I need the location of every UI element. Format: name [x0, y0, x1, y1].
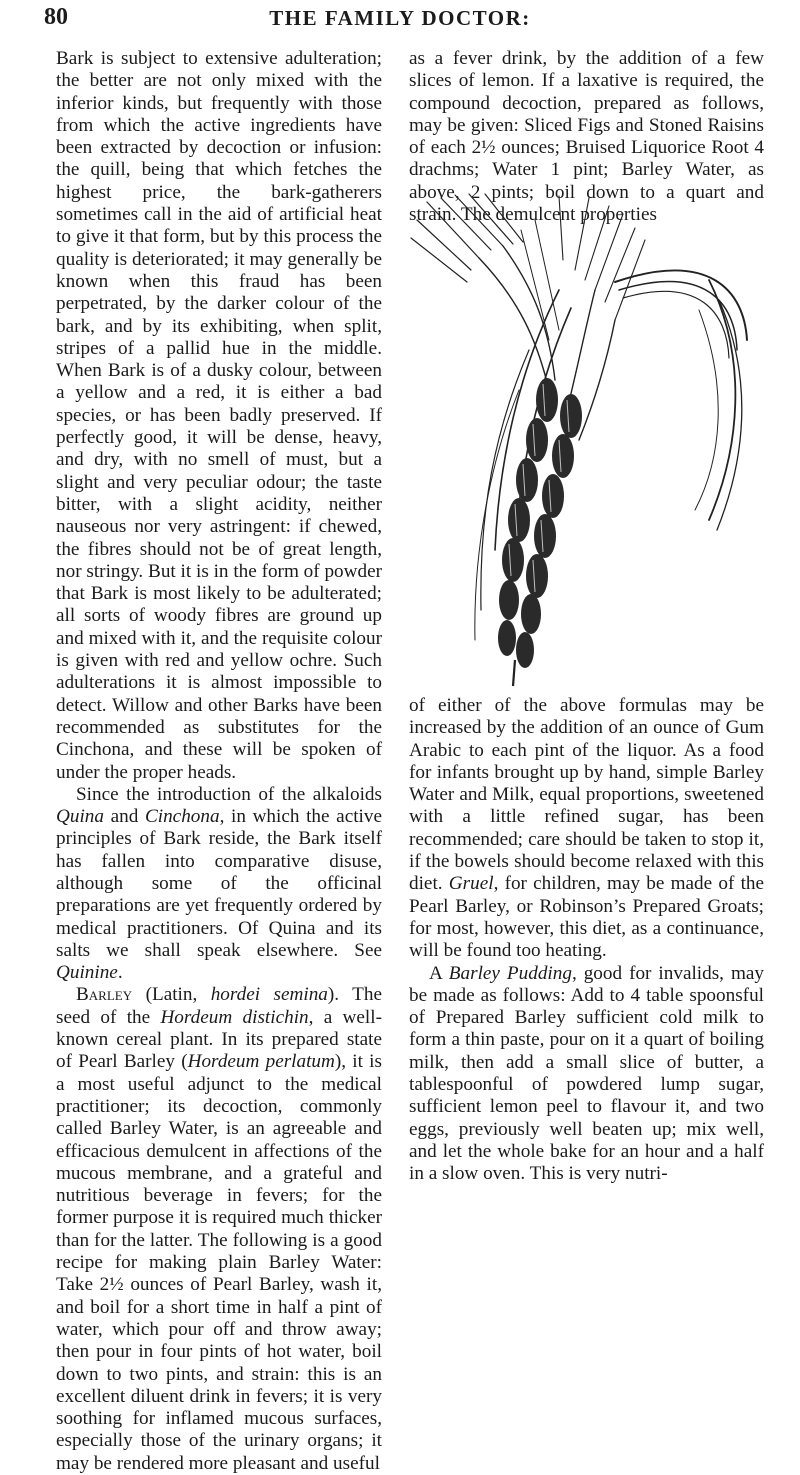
page-number: 80 [44, 4, 68, 30]
text-run: ), it is a most useful adjunct to the medical practitioner; its decoction, commonly called Barley Water, is an agreeable and efficacious demulcent in affections of the mucous membrane, and a grateful and nutritious beverage in fevers; for the former purpose it is required much thicker than for the latter. The following is a good recipe for making plain Barley Water: Take 2½ ounces of Pearl Barley, wash it, and boil for a short time in half a pint of water, which pour off and throw away; then pour in four pints of hot water, boil down to two pints, and strain: this is an excellent diluent drink in fevers; it is very soothing for inflamed mucous surfaces, especially those of the urinary organs; it may be rendered more pleasant and useful [56, 1051, 382, 1474]
barley-pudding-paragraph [409, 963, 764, 1186]
text-run: , in which the active principles of Bark reside, the Bark itself has fallen into comparative disuse, although some of the officinal preparations are yet frequently ordered by medical practitioners. Of Quina and its salts we shall speak elsewhere. See [56, 806, 382, 961]
left-column [56, 48, 382, 1475]
running-head [0, 4, 800, 44]
demulcent-paragraph [409, 695, 764, 963]
text-run: , for children, may be made of the Pearl Barley, or Robinson’s Prepared Groats; for most, however, this diet, as a continuance, will be found too heating. [409, 873, 765, 962]
term-barley-pudding: Barley Pudding [448, 962, 572, 984]
text-run: . [117, 962, 123, 984]
entry-headword-barley: Barley [76, 984, 133, 1006]
term-gruel: Gruel [448, 873, 494, 895]
barley-plant-illustration [409, 190, 764, 690]
text-run: ). The seed of the [56, 984, 382, 1028]
bark-adulteration-paragraph: Bark is subject to extensive adulteration; the better are not only mixed with the inferior kinds, but frequently with those from which the active ingredients have been extracted by decoction or infusion: the quill, being that which fetches the highest price, the bark-gatherers sometimes call in the aid of artificial heat to give it that form, but by this process the quality is deteriorated; it may generally be known when this fraud has been perpetrated, by the darker colour of the bark, and by its exhibiting, when split, stripes of a pallid hue in the middle. When Bark is of a dusky colour, between a yellow and a red, it is either a bad species, or has been badly preserved. If perfectly good, it will be dense, heavy, and dry, with no smell of must, but a slight and very peculiar odour; the taste bitter, with a slight acidity, neither nauseous nor very astringent: if chewed, the fibres should not be of great length, nor stringy. But it is in the form of powder that Bark is most likely to be adulterated; all sorts of woody fibres are ground up and mixed with it, and the requisite colour is given with red and yellow ochre. Such adulterations it is almost impossible to detect. Willow and other Barks have been recommended as substitutes for the Cinchona, and these will be spoken of under the proper heads. [56, 48, 382, 783]
fever-drink-paragraph: as a fever drink, by the addition of a few slices of lemon. If a laxative is required, the compound decoction, prepared as follows, may be given: Sliced Figs and Stoned Raisins of each 2½ ounces; Bruised Liquorice Root 4 drachms; Water 1 pint; Barley Water, as above, 2 pints; boil down to a quart and strain. The demulcent properties [409, 48, 764, 226]
term-quina: Quina [56, 806, 104, 828]
text-run: Since the introduction of the alkaloids [76, 783, 382, 805]
barley-entry-paragraph [56, 984, 382, 1475]
text-run: and [103, 806, 145, 828]
text-run: A [429, 962, 449, 984]
text-run: , good for invalids, may be made as follows: Add to 4 table spoonsful of Prepared Barley sufficient cold milk to form a thin paste, pour on it a quart of boiling milk, then add a small slice of butter, a tablespoonful of powdered lump sugar, sufficient lemon peel to flavour it, and two eggs, previously well beaten up; mix well, and let the whole bake for an hour and a half in a slow oven. This is very nutri- [409, 962, 764, 1185]
running-title: THE FAMILY DOCTOR: [269, 6, 531, 30]
species-name: Hordeum distichin [160, 1006, 309, 1028]
text-run: , a well-known cereal plant. In its prepared state of Pearl Barley ( [56, 1006, 382, 1073]
latin-name: hordei semina [210, 984, 328, 1006]
cross-reference-quinine: Quinine [56, 962, 118, 984]
text-run: (Latin, [132, 984, 211, 1006]
right-column-bottom [409, 695, 764, 1186]
term-cinchona: Cinchona [144, 806, 220, 828]
barley-ear-engraving [409, 190, 764, 690]
pearl-barley-latin: Hordeum perlatum [187, 1051, 335, 1073]
alkaloids-paragraph [56, 784, 382, 985]
text-run: of either of the above formulas may be increased by the addition of an ounce of Gum Arabic to each pint of the liquor. As a food for infants brought up by hand, simple Barley Water and Milk, equal proportions, sweetened with a little refined sugar, has been recommended; care should be taken to stop it, if the bowels should become relaxed with this diet. [409, 695, 764, 895]
